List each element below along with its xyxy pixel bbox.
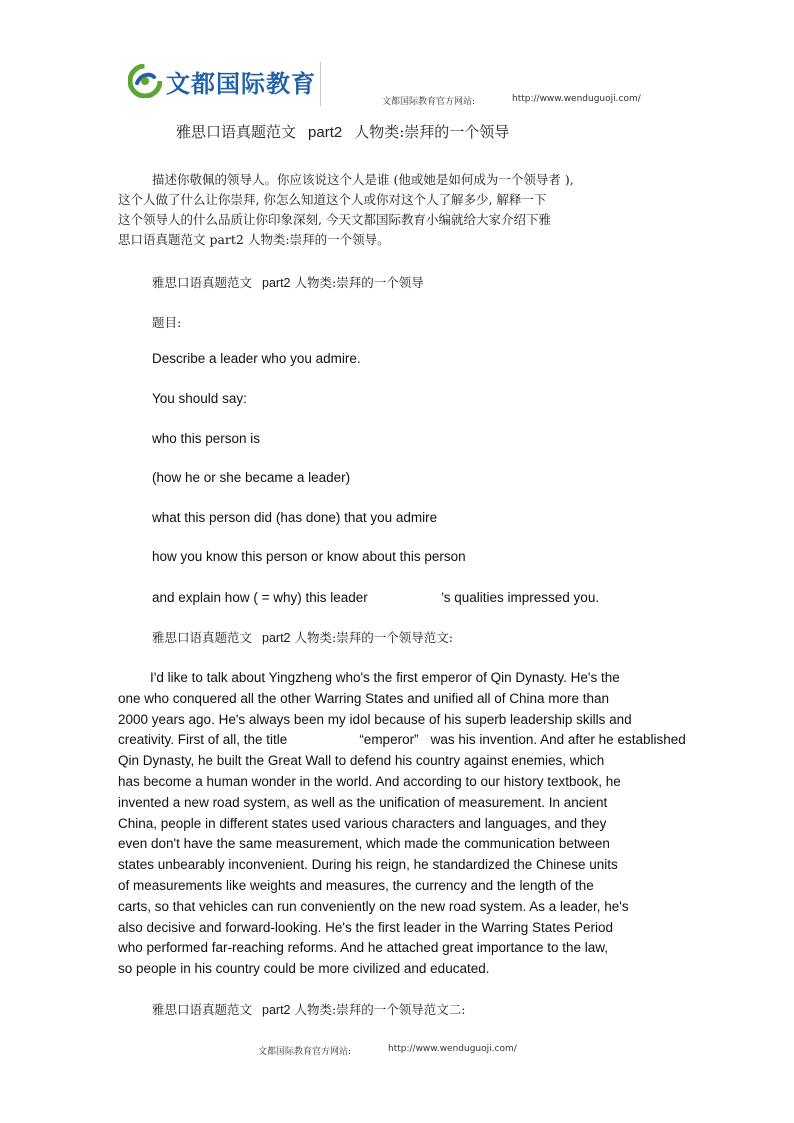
heading-part-a: 雅思口语真题范文 [152,630,253,645]
essay-line: has become a human wonder in the world. And according to our history textbook, he [118,773,621,789]
section-heading [152,628,453,646]
essay-line: even don't have the same measurement, which made the communication between [118,836,610,852]
page-title [176,121,509,142]
brand-logo [120,58,320,104]
header-site-label: 文都国际教育官方网站: [382,97,476,107]
essay-line: carts, so that vehicles can run conveniently on the new road system. As a leader, he's [118,898,629,914]
intro-line: 描述你敬佩的领导人。你应该说这个人是谁 (他或她是如何成为一个领导者 ), [152,172,574,187]
essay-line: of measurements like weights and measures, the currency and the length of the [118,877,594,893]
intro-line: 这个领导人的什么品质让你印象深刻, 今天文都国际教育小编就给大家介绍下雅 [118,212,551,227]
title-part-c: 人物类:崇拜的一个领导 [354,123,510,141]
heading-part-c: 人物类:崇拜的一个领导范文二: [294,1002,466,1017]
essay-line: states unbearably inconvenient. During his reign, he standardized the Chinese units [118,857,618,873]
intro-line: 这个人做了什么让你崇拜, 你怎么知道这个人或你对这个人了解多少, 解释一下 [118,192,547,207]
heading-part-a: 雅思口语真题范文 [152,1002,253,1017]
heading-part-b: part2 [262,1003,291,1017]
question-line: who this person is [152,431,261,446]
header-divider [320,62,321,106]
intro-paragraph [118,170,678,250]
question-line: how you know this person or know about this person [152,549,466,564]
question-line-b: ’s qualities impressed you. [441,590,600,605]
section-heading [152,1000,465,1018]
essay-line: 2000 years ago. He's always been my idol because of his superb leadership skills and [118,711,632,727]
essay-line: invented a new road system, as well as the unification of measurement. In ancient [118,794,608,810]
section-heading [152,273,424,291]
essay-line: Qin Dynasty, he built the Great Wall to defend his country against enemies, which [118,753,605,769]
footer-site-label: 文都国际教育官方网站: [258,1047,352,1057]
essay-line: so people in his country could be more civilized and educated. [118,961,490,977]
logo-text: 文都国际教育 [166,70,316,98]
essay-line [118,730,758,751]
logo-swirl-icon [128,64,162,98]
title-part-a: 雅思口语真题范文 [176,123,297,141]
essay-line: also decisive and forward-looking. He's the first leader in the Warring States Period [118,919,614,935]
question-line: (how he or she became a leader) [152,470,351,485]
heading-part-b: part2 [262,631,291,645]
essay-line: I'd like to talk about Yingzheng who's the first emperor of Qin Dynasty. He's the [150,670,620,685]
essay-line: China, people in different states used various characters and languages, and they [118,815,607,831]
essay-paragraph [118,668,758,980]
essay-line-part: creativity. First of all, the title [118,732,288,748]
question-line: Describe a leader who you admire. [152,351,361,366]
essay-line: who performed far-reaching reforms. And he attached great importance to the law, [118,940,609,956]
essay-quote: “emperor” [359,732,419,748]
question-label: 题目: [152,315,182,330]
question-line: what this person did (has done) that you admire [152,510,438,525]
question-line: You should say: [152,391,247,406]
footer-site-url[interactable]: http://www.wenduguoji.com/ [388,1044,517,1054]
heading-part-c: 人物类:崇拜的一个领导范文: [294,630,453,645]
heading-part-a: 雅思口语真题范文 [152,275,253,290]
title-part-b: part2 [308,124,343,141]
essay-line: one who conquered all the other Warring States and unified all of China more than [118,690,610,706]
header-site-url[interactable]: http://www.wenduguoji.com/ [512,94,641,104]
essay-line-part: was his invention. And after he established [430,732,686,748]
heading-part-c: 人物类:崇拜的一个领导 [294,275,424,290]
question-line-a: and explain how ( = why) this leader [152,590,368,605]
heading-part-b: part2 [262,276,291,290]
intro-line: 思口语真题范文 part2 人物类:崇拜的一个领导。 [118,232,390,247]
